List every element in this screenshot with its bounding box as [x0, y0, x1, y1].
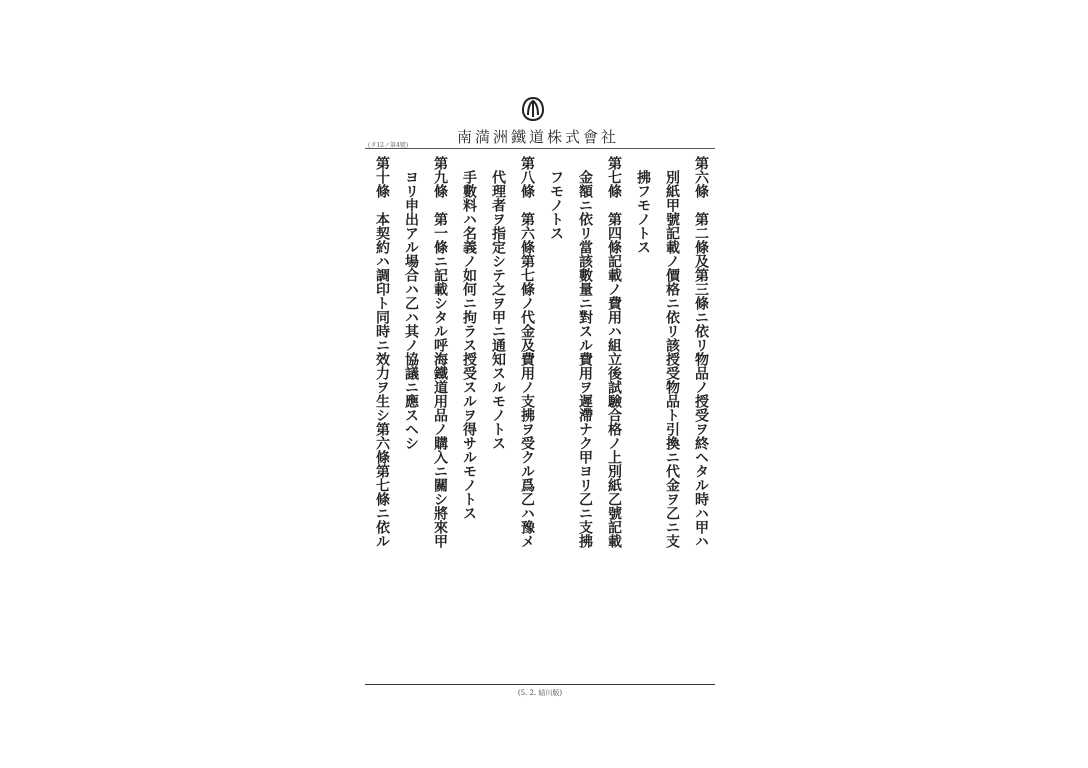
footer-divider: [365, 684, 715, 685]
contract-clause-line: 別紙甲號記載ノ價格ニ依リ該授受物品ト引換ニ代金ヲ乙ニ支: [664, 170, 680, 548]
form-code: (タ12ノ第4號): [368, 142, 409, 149]
print-note: (5. 2. 結川版): [517, 689, 563, 697]
company-name: 南満洲鐵道株式會社: [456, 128, 619, 146]
contract-clause-line: 手數料ハ名義ノ如何ニ拘ラス授受スルヲ得サルモノトス: [461, 170, 477, 520]
contract-clause-line: 第九條 第一條ニ記載シタル呼海鐵道用品ノ購入ニ關シ將來甲: [432, 156, 448, 548]
document-page: [360, 90, 720, 705]
contract-clause-line: フモノトス: [548, 170, 564, 240]
contract-clause-line: 金額ニ依リ當該數量ニ對スル費用ヲ遲滯ナク甲ヨリ乙ニ支拂: [577, 170, 593, 548]
contract-body: [365, 156, 715, 681]
contract-clause-line: 第六條 第二條及第三條ニ依リ物品ノ授受ヲ終ヘタル時ハ甲ハ: [693, 156, 709, 548]
contract-clause-line: 第八條 第六條第七條ノ代金及費用ノ支拂ヲ受クル爲乙ハ豫メ: [519, 156, 535, 548]
contract-clause-line: 拂フモノトス: [635, 170, 651, 254]
contract-clause-line: ヨリ申出アル場合ハ乙ハ其ノ協議ニ應スヘシ: [403, 170, 419, 450]
company-emblem-icon: [520, 95, 546, 123]
header-divider: [365, 148, 715, 149]
contract-clause-line: 第七條 第四條記載ノ費用ハ組立後試驗合格ノ上別紙乙號記載: [606, 156, 622, 548]
contract-clause-line: 第十條 本契約ハ調印ト同時ニ效力ヲ生シ第六條第七條ニ依ル: [374, 156, 390, 548]
contract-clause-line: 代理者ヲ指定シテ之ヲ甲ニ通知スルモノトス: [490, 170, 506, 450]
